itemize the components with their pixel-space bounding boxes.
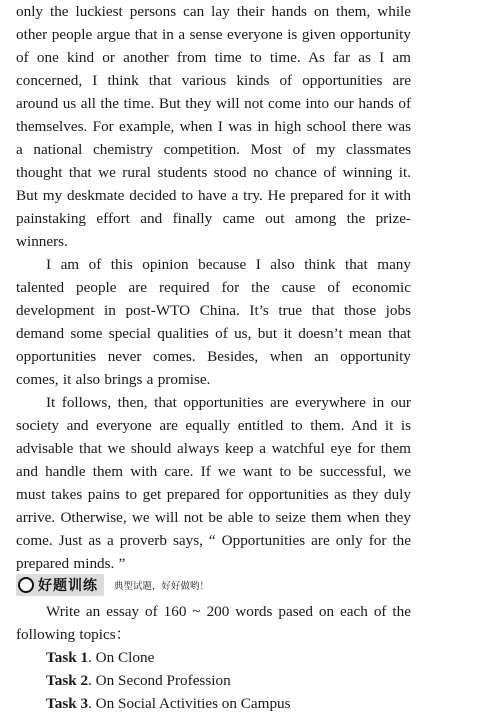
exercise-block bbox=[16, 600, 411, 715]
task-item-2 bbox=[46, 669, 411, 692]
task-text: . On Social Activities on Campus bbox=[88, 695, 291, 712]
task-label: Task 2 bbox=[46, 672, 89, 689]
task-text: . On Second Profession bbox=[88, 672, 231, 689]
circle-icon bbox=[18, 577, 34, 593]
task-label: Task 1 bbox=[46, 649, 89, 666]
task-item-3 bbox=[46, 692, 411, 715]
section-subtitle: 典型试题，好好做哟！ bbox=[114, 581, 210, 592]
task-item-1 bbox=[46, 646, 411, 669]
task-text: . On Clone bbox=[88, 649, 155, 666]
task-label: Task 3 bbox=[46, 695, 89, 712]
essay-body bbox=[16, 0, 411, 575]
exercise-intro: Write an essay of 160 ~ 200 words pased on each of the following topics： bbox=[16, 603, 411, 643]
section-header bbox=[16, 573, 209, 597]
paragraph-3: It follows, then, that opportunities are everywhere in our society and everyone are equally entitled to them. And it is advisable that we should always keep a watchful eye for them and handle them with care. If we want to be successful, we must takes pains to get prepared for opportunities as they duly arrive. Otherwise, we will not be able to seize them when they come. Just as a proverb says, “ Opportunities are only for the prepared minds. ” bbox=[16, 394, 411, 572]
paragraph-1: only the luckiest persons can lay their hands on them, while other people argue that in a sense everyone is given opportunity of one kind or another from time to time. As far as I am concerned, I think that various kinds of opportunities are around us all the time. But they will not come into our hands of themselves. For example, when I was in high school there was a national chemistry competition. Most of my classmates thought that we rural students stood no chance of winning it. But my deskmate decided to have a try. He prepared for it with painstaking effort and finally came out among the prize-winners. bbox=[16, 3, 411, 250]
section-title-box bbox=[16, 574, 104, 596]
section-title: 好题训练 bbox=[38, 578, 98, 594]
paragraph-2: I am of this opinion because I also think that many talented people are required for the cause of economic development in post-WTO China. It’s true that those jobs demand some special qualities of us, but it doesn’t mean that opportunities never comes. Besides, when an opportunity comes, it also brings a promise. bbox=[16, 256, 411, 388]
